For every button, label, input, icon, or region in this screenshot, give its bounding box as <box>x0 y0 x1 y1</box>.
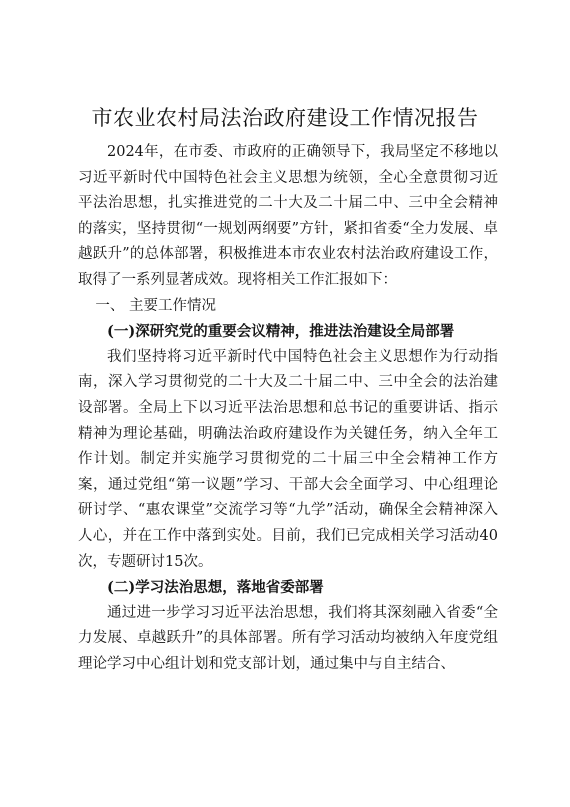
subsection-heading-2: (二)学习法治思想，落地省委部署 <box>107 579 324 597</box>
section-heading-main-work: 一、 主要工作情况 <box>95 297 216 314</box>
subsection-1-paragraph: 我们坚持将习近平新时代中国特色社会主义思想作为行动指南，深入学习贯彻党的二十大及二十届二中、三中全会的法治建设部署。全局上下以习近平法治思想和总书记的重要讲话、指示精神为理论基础，明确法治政府建设作为关键任务，纳入全年工作计划。制定并实施学习贯彻党的二十届三中全会精神工作方案，通过党组“第一议题”学习、干部大会全面学习、中心组理论研讨学、“惠农课堂”交流学习等“九学”活动，确保全会精神深入人心，并在工作中落到实处。目前，我们已完成相关学习活动40次，专题研讨15次。 <box>78 348 498 570</box>
subsection-2-paragraph: 通过进一步学习习近平法治思想，我们将其深刻融入省委“全力发展、卓越跃升”的具体部署。所有学习活动均被纳入年度党组理论学习中心组计划和党支部计划，通过集中与自主结合、 <box>78 604 498 672</box>
subsection-heading-1: (一)深研究党的重要会议精神，推进法治建设全局部署 <box>107 323 455 341</box>
document-body <box>78 140 498 677</box>
intro-paragraph: 2024年，在市委、市政府的正确领导下，我局坚定不移地以习近平新时代中国特色社会主义思想为统领，全心全意贯彻习近平法治思想，扎实推进党的二十大及二十届二中、三中全会精神的落实，坚持贯彻“一规划两纲要”方针，紧扣省委“全力发展、卓越跃升”的总体部署，积极推进本市农业农村法治政府建设工作，取得了一系列显著成效。现将相关工作汇报如下： <box>78 144 498 288</box>
document-title: 市农业农村局法治政府建设工作情况报告 <box>91 106 479 130</box>
